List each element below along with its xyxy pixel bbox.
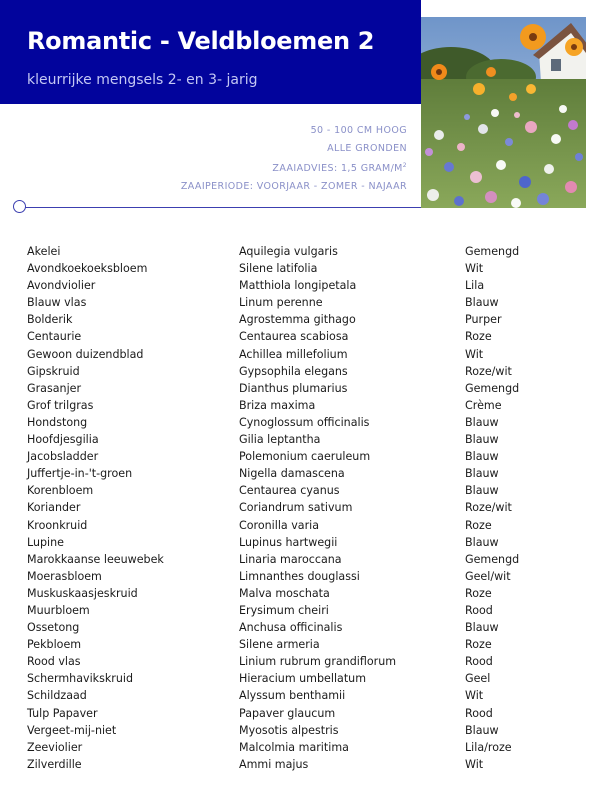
plant-latin-name: Centaurea cyanus <box>239 484 340 498</box>
plant-row <box>27 414 587 431</box>
plant-common-name: Schermhavikskruid <box>27 672 133 686</box>
plant-latin-name: Linaria maroccana <box>239 552 342 566</box>
page-subtitle: kleurrijke mengsels 2- en 3- jarig <box>27 72 258 88</box>
plant-color: Roze <box>465 330 492 344</box>
spec-soil: ALLE GRONDEN <box>327 142 407 154</box>
plant-row <box>27 619 587 636</box>
plant-color: Wit <box>465 757 484 771</box>
plant-latin-name: Anchusa officinalis <box>239 621 343 635</box>
plant-color: Blauw <box>465 621 499 635</box>
plant-latin-name: Cynoglossum officinalis <box>239 415 370 429</box>
plant-color: Rood <box>465 655 493 669</box>
plant-latin-name: Limnanthes douglassi <box>239 569 360 583</box>
plant-row <box>27 653 587 670</box>
plant-common-name: Akelei <box>27 245 61 258</box>
plant-latin-name: Briza maxima <box>239 398 316 412</box>
plant-list <box>27 243 587 773</box>
divider-circle <box>13 200 26 213</box>
plant-common-name: Grasanjer <box>27 381 82 395</box>
plant-color: Lila <box>465 279 485 293</box>
plant-latin-name: Silene armeria <box>239 638 320 652</box>
plant-color: Wit <box>465 262 484 276</box>
plant-common-name: Moerasbloem <box>27 569 102 583</box>
plant-common-name: Zilverdille <box>27 757 82 771</box>
plant-common-name: Pekbloem <box>27 638 82 652</box>
plant-color: Gemengd <box>465 245 520 258</box>
plant-row <box>27 363 587 380</box>
wildflower-photo <box>421 17 586 208</box>
plant-row <box>27 687 587 704</box>
plant-row <box>27 568 587 585</box>
plant-row <box>27 705 587 722</box>
plant-latin-name: Gilia leptantha <box>239 433 321 447</box>
plant-row <box>27 328 587 345</box>
plant-color: Geel <box>465 672 491 686</box>
plant-color: Blauw <box>465 433 499 447</box>
plant-common-name: Centaurie <box>27 330 82 344</box>
plant-color: Blauw <box>465 484 499 498</box>
seed-specs <box>181 122 407 196</box>
plant-latin-name: Papaver glaucum <box>239 706 336 720</box>
plant-row <box>27 294 587 311</box>
plant-latin-name: Linum perenne <box>239 296 323 310</box>
plant-common-name: Grof trilgras <box>27 398 94 412</box>
plant-row <box>27 380 587 397</box>
plant-color: Blauw <box>465 296 499 310</box>
plant-color: Gemengd <box>465 381 520 395</box>
plant-row <box>27 739 587 756</box>
plant-latin-name: Ammi majus <box>239 757 309 771</box>
plant-common-name: Bolderik <box>27 313 73 327</box>
header-banner <box>0 0 421 104</box>
plant-common-name: Kroonkruid <box>27 518 88 532</box>
plant-row <box>27 636 587 653</box>
plant-color: Lila/roze <box>465 740 512 754</box>
plant-row <box>27 243 587 260</box>
plant-color: Blauw <box>465 535 499 549</box>
plant-latin-name: Malcolmia maritima <box>239 740 349 754</box>
plant-row <box>27 346 587 363</box>
plant-common-name: Jacobsladder <box>27 450 99 464</box>
plant-latin-name: Silene latifolia <box>239 262 318 276</box>
plant-latin-name: Agrostemma githago <box>239 313 356 327</box>
plant-color: Roze/wit <box>465 364 512 378</box>
plant-common-name: Vergeet-mij-niet <box>27 723 117 737</box>
plant-common-name: Gipskruid <box>27 364 80 378</box>
plant-color: Gemengd <box>465 552 520 566</box>
plant-common-name: Muskuskaasjeskruid <box>27 586 138 600</box>
plant-color: Blauw <box>465 415 499 429</box>
plant-common-name: Avondviolier <box>27 279 96 293</box>
plant-latin-name: Matthiola longipetala <box>239 279 357 293</box>
spec-sowing-advice-exponent: 2 <box>402 162 407 170</box>
plant-common-name: Ossetong <box>27 621 80 635</box>
plant-color: Roze <box>465 638 492 652</box>
plant-row <box>27 670 587 687</box>
plant-color: Blauw <box>465 723 499 737</box>
plant-color: Geel/wit <box>465 569 511 583</box>
plant-color: Blauw <box>465 450 499 464</box>
plant-row <box>27 756 587 773</box>
plant-common-name: Avondkoekoeksbloem <box>27 262 148 276</box>
plant-row <box>27 534 587 551</box>
plant-row <box>27 722 587 739</box>
plant-row <box>27 517 587 534</box>
plant-common-name: Juffertje-in-'t-groen <box>27 467 133 481</box>
plant-row <box>27 431 587 448</box>
plant-color: Wit <box>465 347 484 361</box>
spec-height: 50 - 100 CM HOOG <box>310 125 407 136</box>
plant-color: Roze/wit <box>465 501 512 515</box>
plant-common-name: Rood vlas <box>27 655 81 669</box>
plant-common-name: Lupine <box>27 535 64 549</box>
plant-latin-name: Malva moschata <box>239 586 330 600</box>
plant-row <box>27 311 587 328</box>
plant-row <box>27 551 587 568</box>
plant-common-name: Hoofdjesgilia <box>27 433 99 447</box>
plant-latin-name: Dianthus plumarius <box>239 381 348 395</box>
plant-row <box>27 482 587 499</box>
plant-common-name: Blauw vlas <box>27 296 87 310</box>
plant-common-name: Koriander <box>27 501 81 515</box>
plant-latin-name: Linium rubrum grandiflorum <box>239 655 397 669</box>
plant-row <box>27 499 587 516</box>
plant-row <box>27 465 587 482</box>
plant-common-name: Zeeviolier <box>27 740 83 754</box>
plant-latin-name: Erysimum cheiri <box>239 603 329 617</box>
spec-sowing-advice <box>181 157 407 178</box>
plant-row <box>27 585 587 602</box>
plant-common-name: Tulp Papaver <box>27 706 98 720</box>
plant-common-name: Korenbloem <box>27 484 94 498</box>
plant-latin-name: Coriandrum sativum <box>239 501 353 515</box>
plant-row <box>27 260 587 277</box>
plant-row <box>27 397 587 414</box>
plant-latin-name: Gypsophila elegans <box>239 364 348 378</box>
plant-latin-name: Polemonium caeruleum <box>239 450 371 464</box>
spec-sowing-period: ZAAIPERIODE: VOORJAAR - ZOMER - NAJAAR <box>180 181 407 193</box>
plant-row <box>27 448 587 465</box>
plant-color: Rood <box>465 706 493 720</box>
plant-latin-name: Aquilegia vulgaris <box>239 245 338 258</box>
plant-color: Rood <box>465 603 493 617</box>
plant-color: Purper <box>465 313 502 327</box>
plant-common-name: Gewoon duizendblad <box>27 347 144 361</box>
plant-color: Crème <box>465 398 502 412</box>
plant-color: Roze <box>465 586 492 600</box>
plant-latin-name: Alyssum benthamii <box>239 689 346 703</box>
plant-common-name: Marokkaanse leeuwebek <box>27 552 164 566</box>
plant-row <box>27 277 587 294</box>
plant-latin-name: Coronilla varia <box>239 518 320 532</box>
plant-common-name: Muurbloem <box>27 603 90 617</box>
page-title: Romantic - Veldbloemen 2 <box>27 27 375 55</box>
plant-color: Wit <box>465 689 484 703</box>
plant-latin-name: Nigella damascena <box>239 467 345 481</box>
plant-color: Roze <box>465 518 492 532</box>
plant-latin-name: Myosotis alpestris <box>239 723 339 737</box>
plant-row <box>27 602 587 619</box>
plant-latin-name: Lupinus hartwegii <box>239 535 338 549</box>
spec-sowing-advice-text: ZAAIADVIES: 1,5 GRAM/M <box>272 163 403 175</box>
plant-common-name: Schildzaad <box>27 689 87 703</box>
plant-color: Blauw <box>465 467 499 481</box>
divider-line <box>21 207 421 208</box>
plant-common-name: Hondstong <box>27 415 88 429</box>
plant-latin-name: Hieracium umbellatum <box>239 672 367 686</box>
plant-latin-name: Achillea millefolium <box>239 347 348 361</box>
plant-latin-name: Centaurea scabiosa <box>239 330 349 344</box>
